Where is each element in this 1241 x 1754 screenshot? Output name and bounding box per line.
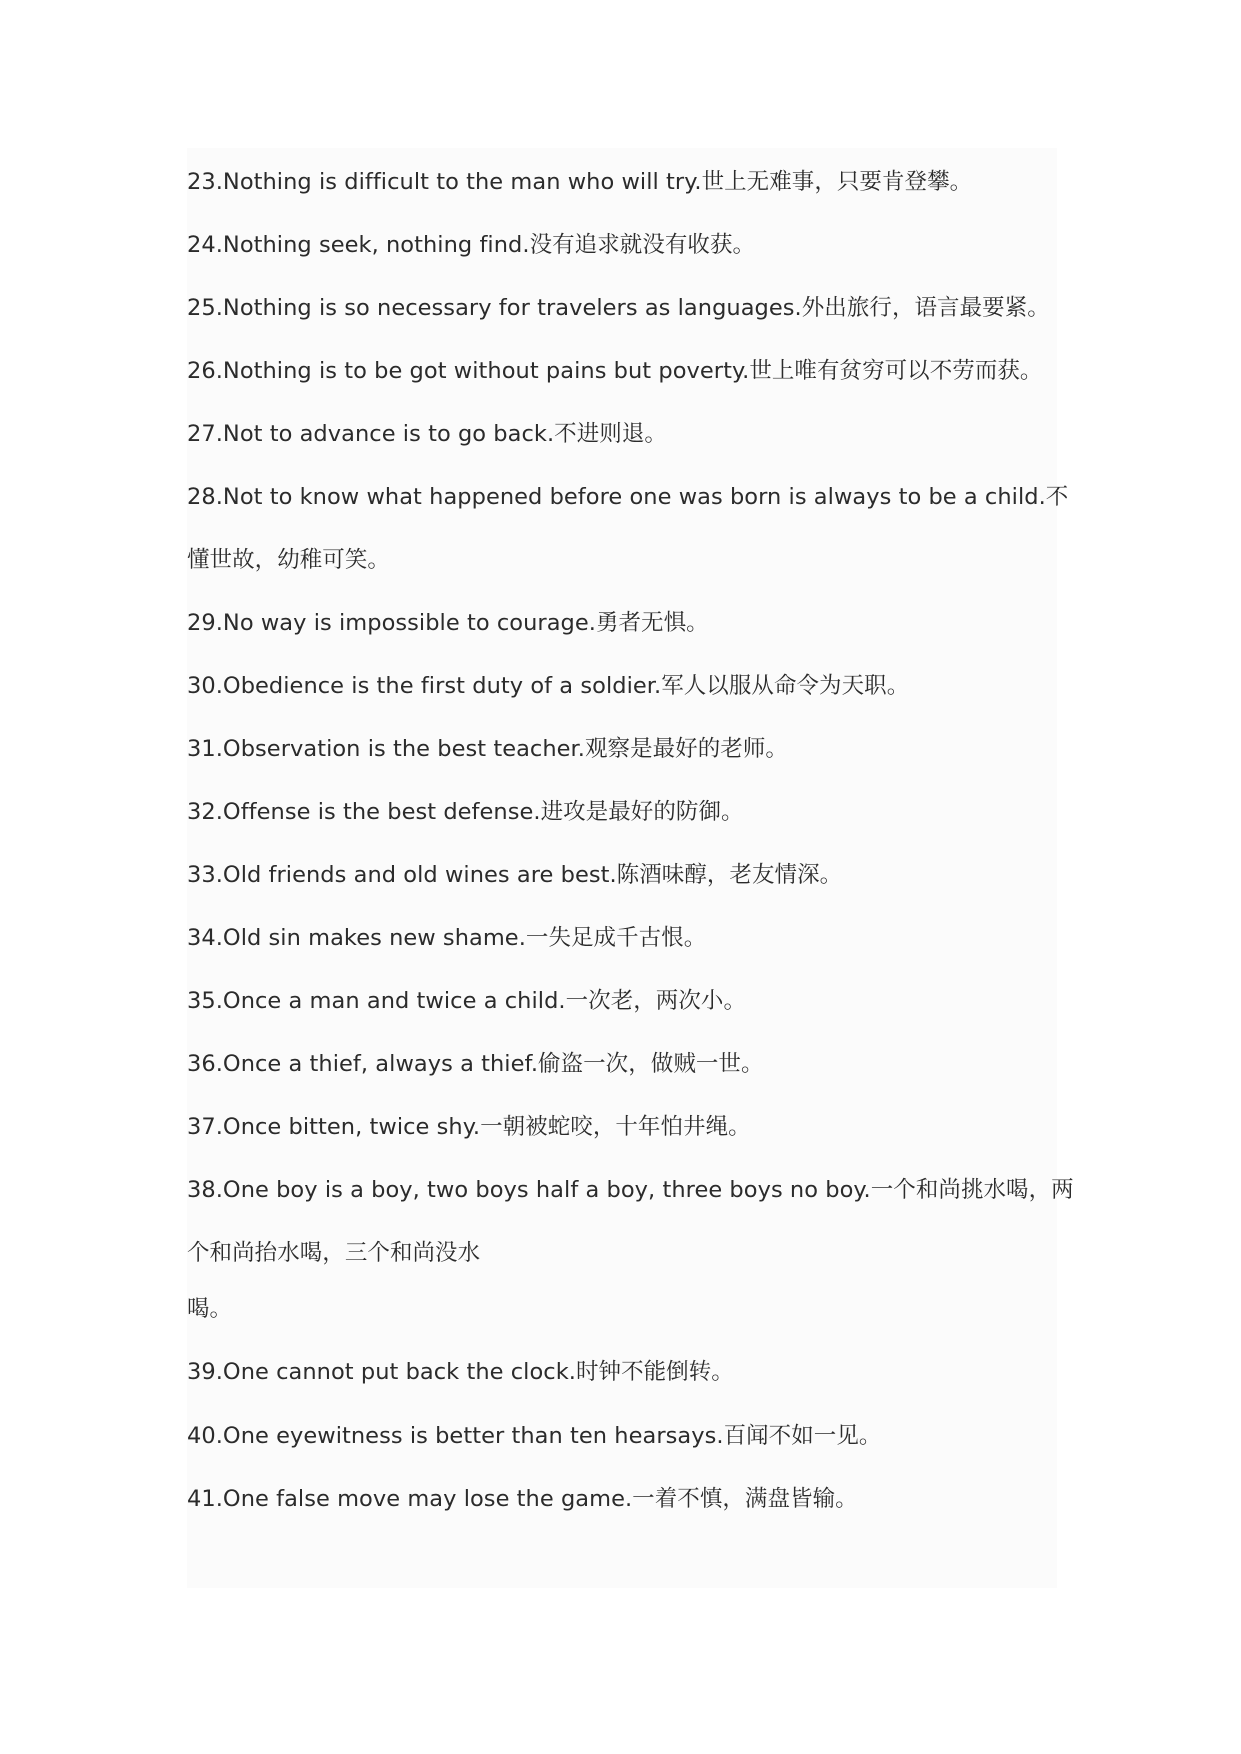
text-line-38-continued-2: 喝。 [187, 1296, 233, 1322]
text-line-27: 27.Not to advance is to go back.不进则退。 [187, 421, 667, 447]
text-line-38: 38.One boy is a boy, two boys half a boy, three boys no boy.一个和尚挑水喝，两 [187, 1177, 1074, 1203]
text-line-39: 39.One cannot put back the clock.时钟不能倒转。 [187, 1359, 734, 1385]
text-line-29: 29.No way is impossible to courage.勇者无惧。 [187, 610, 709, 636]
text-line-28-continued: 懂世故，幼稚可笑。 [187, 547, 390, 573]
text-line-31: 31.Observation is the best teacher.观察是最好的老师。 [187, 736, 788, 762]
text-line-41: 41.One false move may lose the game.一着不慎，满盘皆输。 [187, 1486, 858, 1512]
text-line-32: 32.Offense is the best defense.进攻是最好的防御。 [187, 799, 744, 825]
text-line-34: 34.Old sin makes new shame.一失足成千古恨。 [187, 925, 707, 951]
text-line-35: 35.Once a man and twice a child.一次老，两次小。 [187, 988, 747, 1014]
text-line-38-continued: 个和尚抬水喝，三个和尚没水 [187, 1240, 481, 1266]
text-line-37: 37.Once bitten, twice shy.一朝被蛇咬，十年怕井绳。 [187, 1114, 751, 1140]
text-line-33: 33.Old friends and old wines are best.陈酒味醇，老友情深。 [187, 862, 843, 888]
text-line-26: 26.Nothing is to be got without pains but poverty.世上唯有贫穷可以不劳而获。 [187, 358, 1043, 384]
text-line-23: 23.Nothing is difficult to the man who will try.世上无难事，只要肯登攀。 [187, 169, 973, 195]
text-line-25: 25.Nothing is so necessary for travelers as languages.外出旅行，语言最要紧。 [187, 295, 1050, 321]
text-line-24: 24.Nothing seek, nothing find.没有追求就没有收获。 [187, 232, 756, 258]
text-line-36: 36.Once a thief, always a thief.偷盗一次，做贼一世。 [187, 1051, 764, 1077]
text-line-30: 30.Obedience is the first duty of a soldier.军人以服从命令为天职。 [187, 673, 910, 699]
text-line-40: 40.One eyewitness is better than ten hearsays.百闻不如一见。 [187, 1423, 882, 1449]
text-line-28: 28.Not to know what happened before one was born is always to be a child.不 [187, 484, 1069, 510]
